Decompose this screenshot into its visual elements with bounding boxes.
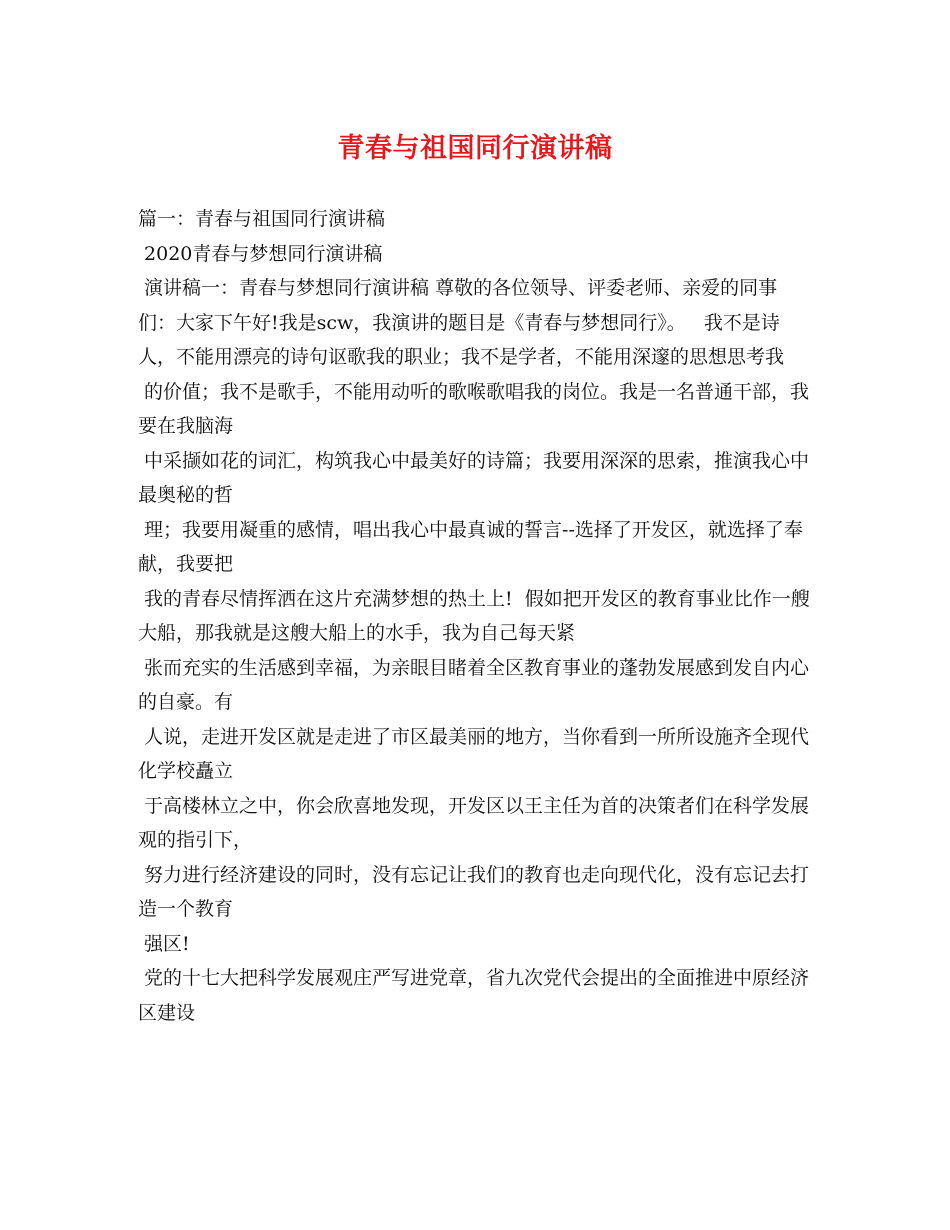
paragraph: 篇一：青春与祖国同行演讲稿 xyxy=(138,208,386,230)
paragraph: 党的十七大把科学发展观庄严写进党章，省九次党代会提出的全面推进中原经济区建设 xyxy=(138,967,810,1024)
paragraph: 努力进行经济建设的同时，没有忘记让我们的教育也走向现代化，没有忘记去打造一个教育 xyxy=(138,863,810,920)
paragraph: 中采撷如花的词汇，构筑我心中最美好的诗篇；我要用深深的思索，推演我心中最奥秘的哲 xyxy=(138,449,810,506)
document-body xyxy=(138,202,814,1030)
paragraph: 于高楼林立之中，你会欣喜地发现，开发区以王主任为首的决策者们在科学发展观的指引下， xyxy=(138,794,810,851)
paragraph: 理；我要用凝重的感情，唱出我心中最真诚的誓言--选择了开发区，就选择了奉献，我要把 xyxy=(138,518,803,575)
paragraph: 2020青春与梦想同行演讲稿 xyxy=(138,242,383,265)
paragraph: 张而充实的生活感到幸福，为亲眼目睹着全区教育事业的蓬勃发展感到发自内心的自豪。有 xyxy=(138,656,810,713)
paragraph: 的价值；我不是歌手，不能用动听的歌喉歌唱我的岗位。我是一名普通干部，我要在我脑海 xyxy=(138,380,810,437)
paragraph: 人说，走进开发区就是走进了市区最美丽的地方，当你看到一所所设施齐全现代化学校矗立 xyxy=(138,725,810,782)
paragraph: 我的青春尽情挥洒在这片充满梦想的热土上! 假如把开发区的教育事业比作一艘大船，那我就是这艘大船上的水手，我为自己每天紧 xyxy=(138,587,810,644)
document-title: 青春与祖国同行演讲稿 xyxy=(337,133,613,164)
paragraph: 强区! xyxy=(138,932,190,955)
paragraph: 演讲稿一：青春与梦想同行演讲稿 尊敬的各位领导、评委老师、亲爱的同事们：大家下午好!我是scw，我演讲的题目是《青春与梦想同行》。 我不是诗人，不能用漂亮的诗句讴歌我的职业；我不是学者，不能用深邃的思想思考我 xyxy=(138,277,785,368)
